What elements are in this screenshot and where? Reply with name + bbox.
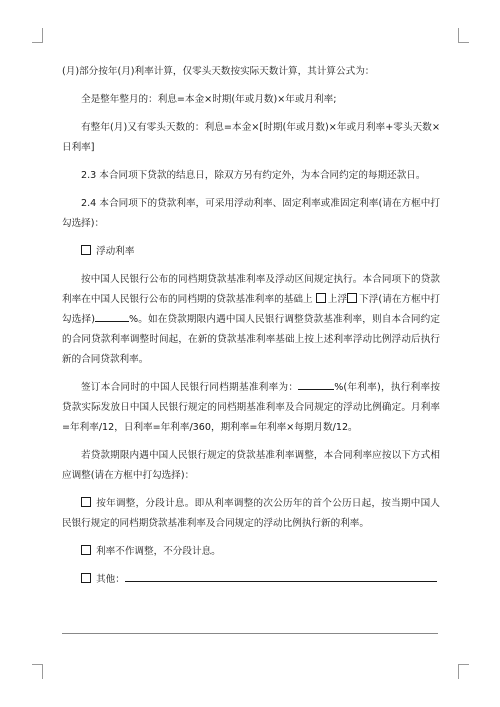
checkbox-annual-adjust[interactable] (81, 497, 91, 507)
crop-mark-bottom-left (32, 664, 43, 679)
paragraph-formula-partial: 有整年(月)又有零头天数的：利息=本金×[时期(年或月数)×年或月利率+零头天数×日利率] (62, 122, 440, 153)
paragraph-formula-intro: (月)部分按年(月)利率计算，仅零头天数按实际天数计算，其计算公式为： (62, 66, 375, 77)
option-other (62, 570, 440, 590)
rate-up-label: 上浮 (327, 294, 348, 305)
checkbox-rate-up[interactable] (316, 293, 326, 303)
option-other-label: 其他： (96, 574, 125, 585)
crop-mark-bottom-right (458, 664, 469, 679)
paragraph-clause-2-3: 2.3 本合同项下贷款的结息日，除双方另有约定外，为本合同约定的每期还款日。 (81, 170, 426, 181)
crop-mark-top-left (32, 28, 43, 43)
option-no-adjust (62, 542, 440, 562)
option-annual-adjust-text: 按年调整，分段计息。即从利率调整的次公历年的首个公历日起，按当期中国人民银行规定的同档期贷款基准利率及合同规定的浮动比例执行新的利率。 (62, 498, 441, 529)
checkbox-floating-rate[interactable] (81, 245, 91, 255)
other-blank[interactable] (125, 571, 437, 582)
paragraph-clause-2-4: 2.4 本合同项下的贷款利率，可采用浮动利率、固定利率或准固定利率(请在方框中打勾选择)： (62, 198, 440, 229)
checkbox-no-adjust[interactable] (81, 545, 91, 555)
paragraph-floating-rate-rule (62, 270, 440, 370)
option-annual-adjust (62, 494, 440, 534)
crop-mark-top-right (458, 28, 469, 43)
document-body (62, 62, 440, 598)
paragraph-rate-adjustment: 若贷款期限内遇中国人民银行规定的贷款基准利率调整，本合同利率应按以下方式相应调整(请在方框中打勾选择)： (62, 450, 440, 481)
footer-rule (62, 633, 438, 634)
base-rate-text-a: 签订本合同时的中国人民银行同档期基准利率为： (81, 382, 299, 393)
option-floating-rate-label: 浮动利率 (96, 246, 135, 257)
checkbox-rate-down[interactable] (347, 293, 357, 303)
base-rate-text-b: %(年利率)，执行利率按贷款实际发放日中国人民银行规定的同档期基准利率及合同规定的浮动比例确定。月利率=年利率/12，日利率=年利率/360，期利率=年利率×每期月数/12。 (62, 382, 441, 433)
option-floating-rate (62, 242, 440, 262)
rate-down-label: 下浮(请在方框中打勾选择) (62, 294, 441, 325)
option-no-adjust-text: 利率不作调整，不分段计息。 (96, 546, 221, 557)
paragraph-base-rate (62, 378, 440, 438)
float-percent-blank[interactable] (95, 311, 129, 322)
floating-rule-text-b: %。如在贷款期限内遇中国人民银行调整贷款基准利率，则自本合同约定的合同贷款利率调整时间起，在新的贷款基准利率基础上按上述利率浮动比例浮动后执行新的合同贷款利率。 (62, 314, 440, 365)
paragraph-formula-whole: 全是整年整月的：利息=本金×时期(年或月数)×年或月利率; (81, 94, 337, 105)
floating-rule-text-a: 按中国人民银行公布的同档期贷款基准利率及浮动区间规定执行。本合同项下的贷款利率在中国人民银行公布的同档期的贷款基准利率的基础上 (62, 274, 440, 305)
checkbox-other[interactable] (81, 573, 91, 583)
base-rate-blank[interactable] (298, 379, 334, 390)
